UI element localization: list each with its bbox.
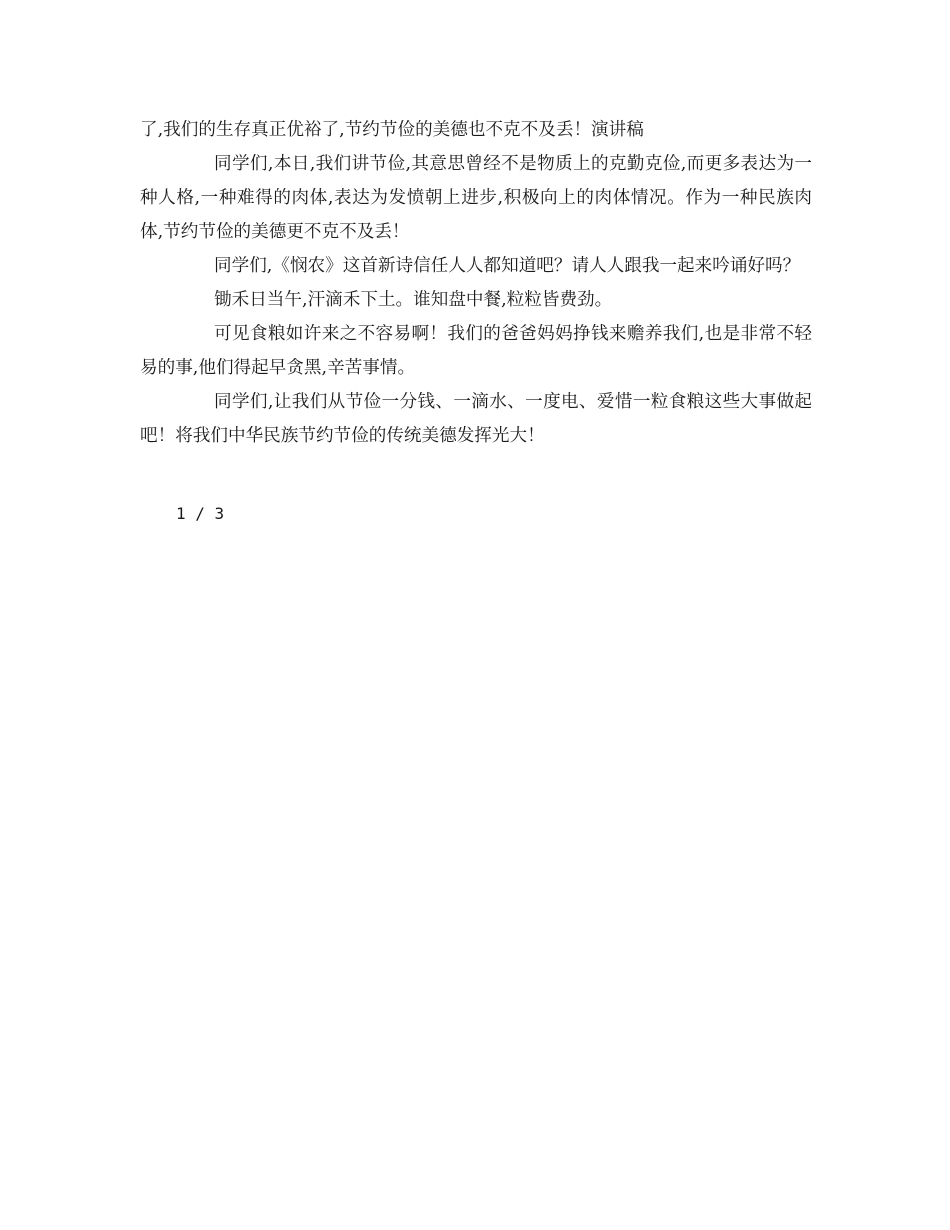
paragraph-3-poem: 锄禾日当午,汗滴禾下土。谁知盘中餐,粒粒皆费劲。 [214, 290, 613, 310]
paragraph-2: 同学们,《悯农》这首新诗信任人人都知道吧？请人人跟我一起来吟诵好吗？ [214, 256, 801, 276]
paragraph-4: 可见食粮如许来之不容易啊！我们的爸爸妈妈挣钱来赡养我们,也是非常不轻易的事,他们得起早贪黑,辛苦事情。 [140, 324, 812, 378]
paragraph-1: 同学们,本日,我们讲节俭,其意思曾经不是物质上的克勤克俭,而更多表达为一种人格,一种难得的肉体,表达为发愤朝上进步,积极向上的肉体情况。作为一种民族肉体,节约节俭的美德更不克不及丢！ [140, 154, 812, 242]
paragraph-5: 同学们,让我们从节俭一分钱、一滴水、一度电、爱惜一粒食粮这些大事做起吧！将我们中华民族节约节俭的传统美德发挥光大！ [140, 392, 812, 446]
page-number: 1 / 3 [176, 504, 225, 523]
continuation-line: 了,我们的生存真正优裕了,节约节俭的美德也不克不及丢！演讲稿 [140, 120, 644, 140]
document-body [140, 113, 812, 453]
